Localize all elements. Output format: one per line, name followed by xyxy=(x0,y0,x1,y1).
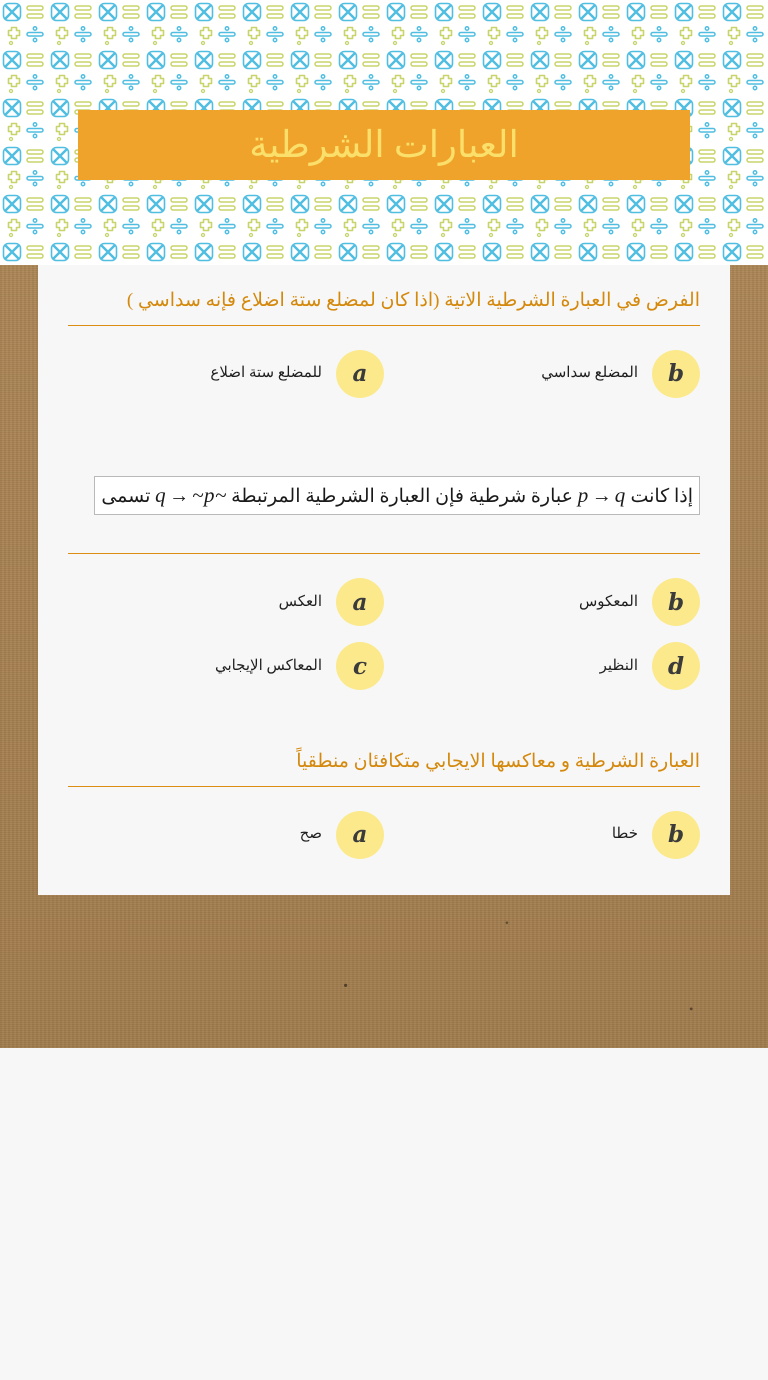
question-3-text: العبارة الشرطية و معاكسها الايجابي متكافئان منطقياً xyxy=(296,751,700,773)
option-bubble-b[interactable]: b xyxy=(652,811,700,859)
q2-middle: عبارة شرطية فإن العبارة الشرطية المرتبطة xyxy=(231,485,573,507)
question-block-3 xyxy=(38,748,730,865)
question-block-1 xyxy=(38,265,730,404)
question-3-options xyxy=(68,787,700,865)
option-bubble-a[interactable]: a xyxy=(336,578,384,626)
q2-math-arrow-1: → xyxy=(591,484,612,507)
option-bubble-a[interactable]: a xyxy=(336,811,384,859)
option-q2-b[interactable] xyxy=(384,572,700,632)
option-bubble-b[interactable]: b xyxy=(652,350,700,398)
q2-lead: إذا كانت xyxy=(630,485,693,507)
option-q2-c[interactable] xyxy=(68,636,384,696)
option-q1-b[interactable] xyxy=(384,344,700,404)
q2-tail: تسمى xyxy=(101,485,151,507)
section-spacer xyxy=(38,696,730,748)
title-banner xyxy=(78,110,690,180)
option-label-q1-b: المضلع سداسي xyxy=(541,365,638,382)
question-2-text xyxy=(94,476,700,516)
hero-header xyxy=(0,0,768,265)
option-label-q3-b: خطا xyxy=(611,826,638,843)
question-1-options xyxy=(68,326,700,404)
question-2-gap xyxy=(68,515,700,553)
option-label-q2-d: النظير xyxy=(599,657,638,674)
option-label-q2-a: العكس xyxy=(278,593,322,610)
card-bottom-padding xyxy=(38,865,730,895)
option-q3-a[interactable] xyxy=(68,805,384,865)
option-label-q2-c: المعاكس الإيجابي xyxy=(214,657,322,674)
option-label-q2-b: المعكوس xyxy=(579,593,638,610)
page-title: العبارات الشرطية xyxy=(249,124,519,166)
option-q2-d[interactable] xyxy=(384,636,700,696)
question-block-2 xyxy=(38,456,730,697)
question-2-box-wrap xyxy=(68,456,700,516)
option-q2-a[interactable] xyxy=(68,572,384,632)
option-label-q1-a: للمضلع ستة اضلاع xyxy=(210,365,322,382)
q2-math-arrow-2: → xyxy=(169,484,190,507)
quiz-card xyxy=(38,265,730,895)
question-2-options xyxy=(68,554,700,696)
option-label-q3-a: صح xyxy=(299,826,322,843)
q2-math-neg-q: ~q xyxy=(155,482,227,507)
option-q3-b[interactable] xyxy=(384,805,700,865)
q2-math-p: p xyxy=(577,482,589,507)
option-bubble-a[interactable]: a xyxy=(336,350,384,398)
q2-math-q: q xyxy=(614,482,626,507)
option-q1-a[interactable] xyxy=(68,344,384,404)
section-spacer xyxy=(38,404,730,456)
option-bubble-d[interactable]: d xyxy=(652,642,700,690)
option-bubble-c[interactable]: c xyxy=(336,642,384,690)
q2-math-neg-p: ~p xyxy=(192,482,216,507)
question-1-text: الفرض في العبارة الشرطية الاتية (اذا كان لمضلع ستة اضلاع فإنه سداسي ) xyxy=(126,290,700,311)
option-bubble-b[interactable]: b xyxy=(652,578,700,626)
